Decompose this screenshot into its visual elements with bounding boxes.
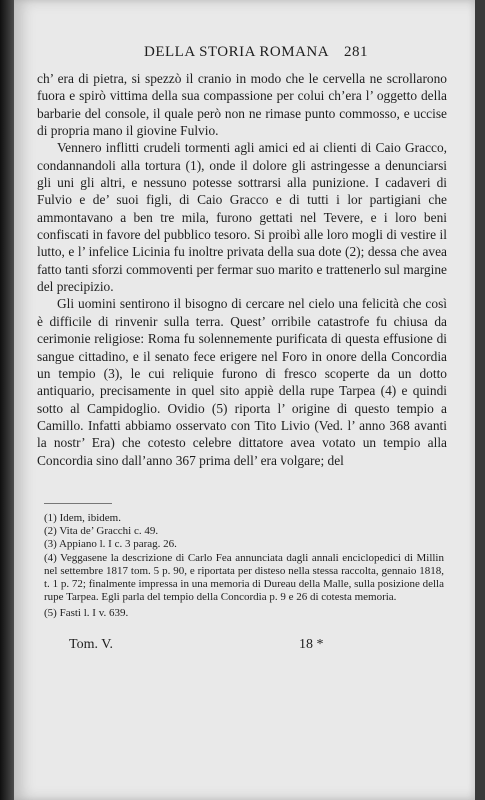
- running-header: [14, 44, 475, 64]
- footnote: (4) Veggasene la descrizione di Carlo Fea annunciata dagli annali enciclopedici di Millin nel settembre 1817 tom. 5 p. 90, e riportata per disteso nella stessa raccolta, gennaio 1818, t. 1 p. 72; finalmente impressa in una memoria di Dureau della Malle, sulla posizione della rupe Tarpea. Egli parla del tempio della Concordia p. 9 e 26 di cotesta memoria.: [44, 551, 444, 604]
- footnote-separator: [44, 503, 112, 504]
- footnote: (1) Idem, ibidem.: [44, 512, 121, 524]
- footnote: (5) Fasti l. I v. 639.: [44, 607, 129, 620]
- book-page: [14, 0, 475, 800]
- volume-label: Tom. V.: [69, 637, 114, 652]
- paragraph: Gli uomini sentirono il bisogno di cercare nel cielo una felicità che così è difficile di rinvenir sulla terra. Quest’ orribile catastrofe fu chiusa da cerimonie religiose: Roma fu solennemente purificata di questa effusione di sangue cittadino, e il senato fece erigere nel Foro in onore della Concordia un tempio (3), le cui reliquie furono di fresco scoperte da un dotto antiquario, precisamente in quel sito appiè della rupe Tarpea (4) e quindi sotto al Campidoglio. Ovidio (5) riporta l’ origine di questo tempio a Camillo. Infatti abbiamo osservato con Tito Livio (Ved. l’ anno 368 avanti la nostr’ Era) che cotesto celebre dittatore avea votato un tempio alla Concordia sino dall’anno 367 prima dell’ era volgare; del: [37, 296, 447, 468]
- page-footer: [14, 637, 475, 657]
- body-text: [37, 70, 447, 469]
- paragraph: ch’ era di pietra, si spezzò il cranio in modo che le cervella ne scrollarono fuora e spirò vittima della sua compassione per colui ch’era l’ oggetto della barbarie del console, il quale però non ne rimase punto commosso, e uccise di propria mano il giovine Fulvio.: [37, 71, 447, 139]
- book-spine-shadow: [0, 0, 14, 800]
- footnote: (2) Vita de’ Gracchi c. 49.: [44, 525, 159, 538]
- paragraph: Vennero inflitti crudeli tormenti agli amici ed ai clienti di Caio Gracco, condannandoli alla tortura (1), onde il dolore gli astringesse a denunciarsi gli uni gli altri, e nessuno potesse sottrarsi alla punizione. I cadaveri di Fulvio e de’ suoi figli, di Caio Gracco e di tutti i lor partigiani che ammontavano a ben tre mila, furono gettati nel Tevere, e i loro beni confiscati in favore del pubblico tesoro. Si proibì alle loro mogli di vestire il lutto, e l’ infelice Licinia fu inoltre privata della sua dote (2); dessa che avea fatto tanti sforzi commoventi per fermar suo marito e trattenerlo sul margine del precipizio.: [37, 140, 447, 295]
- footnote: (3) Appiano l. I c. 3 parag. 26.: [44, 538, 177, 551]
- footnotes: [44, 512, 444, 621]
- running-title: DELLA STORIA ROMANA: [144, 44, 330, 60]
- page-number: 281: [344, 44, 368, 60]
- signature-mark: 18 *: [299, 637, 324, 652]
